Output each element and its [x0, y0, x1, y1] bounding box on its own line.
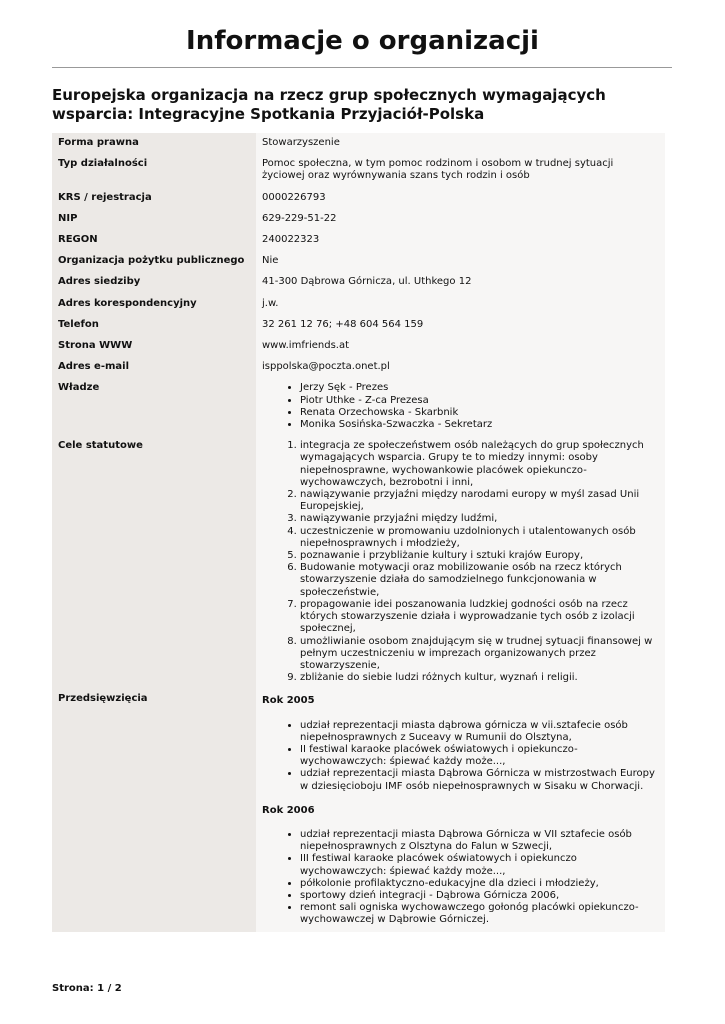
wladze-list — [262, 382, 659, 431]
label-krs: KRS / rejestracja — [52, 188, 256, 209]
row-wladze — [52, 378, 665, 436]
events-list — [262, 829, 659, 927]
label-telefon: Telefon — [52, 315, 256, 336]
row-typ-dzialalnosci — [52, 154, 665, 187]
label-typ-dzialalnosci: Typ działalności — [52, 154, 256, 187]
list-item: • III festiwal karaoke placówek oświatowych i opiekunczo wychowawczych: śpiewać każdy może..., — [300, 853, 659, 877]
row-telefon — [52, 315, 665, 336]
value-regon: 240022323 — [256, 230, 665, 251]
list-item: 2. nawiązywanie przyjaźni między narodami europy w myśl zasad Unii Europejskiej, — [300, 489, 659, 513]
row-przedsiewziecia — [52, 689, 665, 931]
list-item: • Renata Orzechowska - Skarbnik — [300, 407, 659, 419]
value-typ-dzialalnosci: Pomoc społeczna, w tym pomoc rodzinom i osobom w trudnej sytuacji życiowej oraz wyrównywania szans tych rodzin i osób — [256, 154, 665, 187]
list-item: 5. poznawanie i przybliżanie kultury i sztuki krajów Europy, — [300, 550, 659, 562]
page-title: Informacje o organizacji — [186, 26, 539, 56]
value-cele-statutowe — [256, 436, 665, 689]
value-forma-prawna: Stowarzyszenie — [256, 133, 665, 154]
cele-list — [262, 440, 659, 684]
list-item: 8. umożliwianie osobom znajdującym się w trudnej sytuacji finansowej w pełnym uczestniczeniu w imprezach organizowanych przez stowarzyszenie, — [300, 636, 659, 673]
row-krs — [52, 188, 665, 209]
value-adres-siedziby: 41-300 Dąbrowa Górnicza, ul. Uthkego 12 — [256, 272, 665, 293]
list-item: • II festiwal karaoke placówek oświatowych i opiekunczo-wychowawczych: śpiewać każdy może..., — [300, 744, 659, 768]
label-forma-prawna: Forma prawna — [52, 133, 256, 154]
list-item: 4. uczestniczenie w promowaniu uzdolnionych i utalentowanych osób niepełnosprawnych i młodzieży, — [300, 526, 659, 550]
value-email: isppolska@poczta.onet.pl — [256, 357, 665, 378]
list-item: • Monika Sosińska-Szwaczka - Sekretarz — [300, 419, 659, 431]
label-opp: Organizacja pożytku publicznego — [52, 251, 256, 272]
label-wladze: Władze — [52, 378, 256, 436]
title-divider — [52, 67, 672, 68]
row-cele-statutowe — [52, 436, 665, 689]
list-item: • sportowy dzień integracji - Dąbrowa Górnicza 2006, — [300, 890, 659, 902]
list-item: • półkolonie profilaktyczno-edukacyjne dla dzieci i młodzieży, — [300, 878, 659, 890]
label-cele-statutowe: Cele statutowe — [52, 436, 256, 689]
row-opp — [52, 251, 665, 272]
list-item: • udział reprezentacji miasta dąbrowa górnicza w vii.sztafecie osób niepełnosprawnych z Suceavy w Rumunii do Olsztyna, — [300, 720, 659, 744]
value-opp: Nie — [256, 251, 665, 272]
value-telefon: 32 261 12 76; +48 604 564 159 — [256, 315, 665, 336]
page-number: Strona: 1 / 2 — [52, 983, 122, 994]
label-regon: REGON — [52, 230, 256, 251]
row-adres-korespondencyjny — [52, 294, 665, 315]
list-item: • Jerzy Sęk - Prezes — [300, 382, 659, 394]
list-item: • remont sali ogniska wychowawczego gołonóg placówki opiekunczo-wychowawczej w Dąbrowie Górniczej. — [300, 902, 659, 926]
value-wladze — [256, 378, 665, 436]
list-item: 9. zbliżanie do siebie ludzi różnych kultur, wyznań i religii. — [300, 672, 659, 684]
row-nip — [52, 209, 665, 230]
value-strona-www: www.imfriends.at — [256, 336, 665, 357]
events-list — [262, 720, 659, 793]
row-regon — [52, 230, 665, 251]
organization-info-table — [52, 133, 665, 932]
list-item: 3. nawiązywanie przyjaźni między ludźmi, — [300, 513, 659, 525]
value-adres-korespondencyjny: j.w. — [256, 294, 665, 315]
list-item: 1. integracja ze społeczeństwem osób należących do grup społecznych wymagających wsparcia. Grupy te to miedzy innymi: osoby niepełnosprawne, wychowankowie placówek opiekunczo-wychowawczych, bezrobotni i inni, — [300, 440, 659, 489]
list-item: 7. propagowanie idei poszanowania ludzkiej godności osób na rzecz których stowarzyszenie działa i wyprowadzanie tych osób z izolacji społecznej, — [300, 599, 659, 636]
list-item: • udział reprezentacji miasta Dąbrowa Górnicza w mistrzostwach Europy w dziesięcioboju IMF osób niepełnosprawnych w Sisaku w Chorwacji. — [300, 768, 659, 792]
list-item: 6. Budowanie motywacji oraz mobilizowanie osób na rzecz których stowarzyszenie działa do samodzielnego funkcjonowania w społeczeństwie, — [300, 562, 659, 599]
organization-name: Europejska organizacja na rzecz grup społecznych wymagających wsparcia: Integracyjne Spotkania Przyjaciół-Polska — [52, 86, 606, 123]
label-przedsiewziecia: Przedsięwzięcia — [52, 689, 256, 931]
label-email: Adres e-mail — [52, 357, 256, 378]
value-krs: 0000226793 — [256, 188, 665, 209]
label-nip: NIP — [52, 209, 256, 230]
list-item: • udział reprezentacji miasta Dąbrowa Górnicza w VII sztafecie osób niepełnosprawnych z Olsztyna do Falun w Szwecji, — [300, 829, 659, 853]
label-strona-www: Strona WWW — [52, 336, 256, 357]
label-adres-siedziby: Adres siedziby — [52, 272, 256, 293]
value-przedsiewziecia — [256, 689, 665, 931]
year-heading: Rok 2005 — [262, 695, 315, 707]
row-email — [52, 357, 665, 378]
year-heading: Rok 2006 — [262, 804, 315, 816]
value-nip: 629-229-51-22 — [256, 209, 665, 230]
row-forma-prawna — [52, 133, 665, 154]
list-item: • Piotr Uthke - Z-ca Prezesa — [300, 395, 659, 407]
label-adres-korespondencyjny: Adres korespondencyjny — [52, 294, 256, 315]
row-adres-siedziby — [52, 272, 665, 293]
row-strona-www — [52, 336, 665, 357]
